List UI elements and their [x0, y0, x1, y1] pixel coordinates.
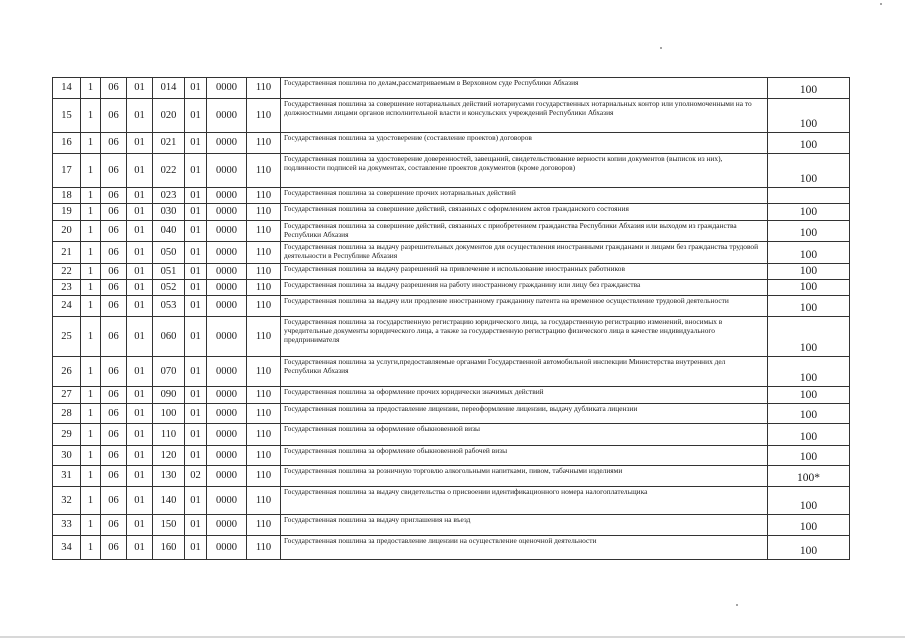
code-part-6: 0000: [207, 536, 247, 560]
code-part-1: 1: [81, 357, 101, 387]
code-part-3: 01: [127, 536, 153, 560]
code-part-6: 0000: [207, 487, 247, 515]
code-part-3: 01: [127, 466, 153, 487]
code-part-4: 060: [153, 317, 185, 357]
fee-amount: [768, 188, 850, 204]
fee-description: Государственная пошлина за предоставление лицензии, переоформление лицензии, выдачу дубликата лицензии: [281, 404, 768, 424]
code-part-3: 01: [127, 357, 153, 387]
code-part-7: 110: [247, 280, 281, 296]
code-part-3: 01: [127, 387, 153, 404]
code-part-2: 06: [101, 317, 127, 357]
table-row: [53, 446, 850, 466]
code-part-3: 01: [127, 188, 153, 204]
code-part-7: 110: [247, 154, 281, 188]
row-number: 18: [53, 188, 81, 204]
row-number: 24: [53, 296, 81, 317]
code-part-6: 0000: [207, 264, 247, 280]
fee-amount: 100: [768, 264, 850, 280]
code-part-3: 01: [127, 78, 153, 99]
code-part-5: 01: [185, 188, 207, 204]
scan-speck: [660, 47, 662, 49]
fee-description: Государственная пошлина за удостоверение доверенностей, завещаний, свидетельствование верности копии документов (выписок из них), подлинности подписей на документах, составление проектов документов (кроме договоров): [281, 154, 768, 188]
fee-description: Государственная пошлина за выдачу разрешения на работу иностранному гражданину или лицу без гражданства: [281, 280, 768, 296]
code-part-4: 100: [153, 404, 185, 424]
code-part-5: 01: [185, 78, 207, 99]
code-part-2: 06: [101, 154, 127, 188]
scan-speck: [880, 3, 882, 5]
code-part-7: 110: [247, 466, 281, 487]
fee-amount: 100: [768, 296, 850, 317]
code-part-4: 120: [153, 446, 185, 466]
code-part-6: 0000: [207, 317, 247, 357]
table-row: [53, 264, 850, 280]
fees-table: [52, 77, 850, 560]
code-part-1: 1: [81, 446, 101, 466]
code-part-1: 1: [81, 221, 101, 242]
row-number: 26: [53, 357, 81, 387]
table-row: [53, 99, 850, 133]
row-number: 22: [53, 264, 81, 280]
code-part-7: 110: [247, 487, 281, 515]
code-part-3: 01: [127, 154, 153, 188]
code-part-4: 160: [153, 536, 185, 560]
code-part-3: 01: [127, 487, 153, 515]
table-row: [53, 357, 850, 387]
code-part-1: 1: [81, 515, 101, 536]
code-part-2: 06: [101, 536, 127, 560]
table-row: [53, 487, 850, 515]
fee-amount: 100: [768, 204, 850, 221]
table-row: [53, 317, 850, 357]
code-part-2: 06: [101, 404, 127, 424]
scan-speck: [736, 604, 738, 606]
row-number: 19: [53, 204, 81, 221]
code-part-6: 0000: [207, 424, 247, 446]
code-part-4: 090: [153, 387, 185, 404]
code-part-2: 06: [101, 357, 127, 387]
fee-description: Государственная пошлина за совершение действий, связанных с приобретением гражданства Республики Абхазия или выходом из гражданства Республики Абхазия: [281, 221, 768, 242]
code-part-5: 01: [185, 515, 207, 536]
code-part-3: 01: [127, 317, 153, 357]
code-part-7: 110: [247, 424, 281, 446]
code-part-4: 040: [153, 221, 185, 242]
code-part-7: 110: [247, 317, 281, 357]
row-number: 27: [53, 387, 81, 404]
code-part-7: 110: [247, 515, 281, 536]
code-part-1: 1: [81, 154, 101, 188]
code-part-2: 06: [101, 78, 127, 99]
code-part-3: 01: [127, 204, 153, 221]
row-number: 29: [53, 424, 81, 446]
row-number: 34: [53, 536, 81, 560]
code-part-2: 06: [101, 221, 127, 242]
code-part-2: 06: [101, 133, 127, 154]
code-part-1: 1: [81, 264, 101, 280]
code-part-3: 01: [127, 133, 153, 154]
code-part-2: 06: [101, 487, 127, 515]
fee-description: Государственная пошлина за предоставление лицензии на осуществление оценочной деятельности: [281, 536, 768, 560]
code-part-3: 01: [127, 515, 153, 536]
code-part-4: 050: [153, 242, 185, 264]
fee-amount: 100: [768, 357, 850, 387]
code-part-7: 110: [247, 264, 281, 280]
table-row: [53, 78, 850, 99]
code-part-3: 01: [127, 99, 153, 133]
code-part-7: 110: [247, 536, 281, 560]
code-part-6: 0000: [207, 296, 247, 317]
code-part-7: 110: [247, 133, 281, 154]
code-part-5: 01: [185, 296, 207, 317]
row-number: 14: [53, 78, 81, 99]
table-row: [53, 404, 850, 424]
table-row: [53, 221, 850, 242]
fee-description: Государственная пошлина за выдачу приглашения на въезд: [281, 515, 768, 536]
row-number: 32: [53, 487, 81, 515]
code-part-6: 0000: [207, 515, 247, 536]
code-part-3: 01: [127, 242, 153, 264]
fee-description: Государственная пошлина за розничную торговлю алкогольными напитками, пивом, табачными изделиями: [281, 466, 768, 487]
table-row: [53, 424, 850, 446]
code-part-1: 1: [81, 280, 101, 296]
fee-description: Государственная пошлина за оформление обыкновенной визы: [281, 424, 768, 446]
table-row: [53, 188, 850, 204]
code-part-6: 0000: [207, 280, 247, 296]
code-part-6: 0000: [207, 466, 247, 487]
code-part-6: 0000: [207, 99, 247, 133]
fee-amount: 100: [768, 133, 850, 154]
fee-amount: 100: [768, 536, 850, 560]
table-row: [53, 536, 850, 560]
row-number: 25: [53, 317, 81, 357]
fee-amount: 100: [768, 242, 850, 264]
code-part-3: 01: [127, 264, 153, 280]
code-part-2: 06: [101, 424, 127, 446]
code-part-5: 01: [185, 387, 207, 404]
fee-amount: 100: [768, 515, 850, 536]
code-part-2: 06: [101, 515, 127, 536]
code-part-5: 01: [185, 487, 207, 515]
fee-description: Государственная пошлина за выдачу свидетельства о присвоении идентификационного номера налогоплательщика: [281, 487, 768, 515]
code-part-3: 01: [127, 446, 153, 466]
code-part-6: 0000: [207, 133, 247, 154]
fee-description: Государственная пошлина за удостоверение (составление проектов) договоров: [281, 133, 768, 154]
code-part-6: 0000: [207, 242, 247, 264]
row-number: 23: [53, 280, 81, 296]
code-part-5: 01: [185, 536, 207, 560]
code-part-1: 1: [81, 387, 101, 404]
fee-description: Государственная пошлина за выдачу или продление иностранному гражданину патента на временное осуществление трудовой деятельности: [281, 296, 768, 317]
fee-amount: 100: [768, 78, 850, 99]
code-part-7: 110: [247, 99, 281, 133]
code-part-1: 1: [81, 317, 101, 357]
table-row: [53, 154, 850, 188]
code-part-4: 140: [153, 487, 185, 515]
code-part-5: 01: [185, 357, 207, 387]
code-part-5: 02: [185, 466, 207, 487]
code-part-2: 06: [101, 446, 127, 466]
code-part-1: 1: [81, 188, 101, 204]
code-part-1: 1: [81, 487, 101, 515]
code-part-5: 01: [185, 133, 207, 154]
table-row: [53, 296, 850, 317]
code-part-3: 01: [127, 404, 153, 424]
code-part-4: 030: [153, 204, 185, 221]
code-part-6: 0000: [207, 357, 247, 387]
code-part-2: 06: [101, 280, 127, 296]
table-row: [53, 242, 850, 264]
code-part-2: 06: [101, 204, 127, 221]
code-part-1: 1: [81, 404, 101, 424]
fee-amount: 100: [768, 387, 850, 404]
code-part-6: 0000: [207, 188, 247, 204]
code-part-2: 06: [101, 466, 127, 487]
fee-description: Государственная пошлина за совершение прочих нотариальных действий: [281, 188, 768, 204]
code-part-5: 01: [185, 446, 207, 466]
row-number: 31: [53, 466, 81, 487]
code-part-5: 01: [185, 204, 207, 221]
row-number: 21: [53, 242, 81, 264]
fee-amount: 100: [768, 424, 850, 446]
code-part-4: 130: [153, 466, 185, 487]
code-part-5: 01: [185, 242, 207, 264]
row-number: 15: [53, 99, 81, 133]
fee-description: Государственная пошлина за оформление обыкновенной рабочей визы: [281, 446, 768, 466]
code-part-3: 01: [127, 221, 153, 242]
fee-amount: 100: [768, 404, 850, 424]
table-row: [53, 133, 850, 154]
fee-amount: 100: [768, 487, 850, 515]
fee-description: Государственная пошлина по делам,рассматриваемым в Верховном суде Республики Абхазия: [281, 78, 768, 99]
code-part-1: 1: [81, 99, 101, 133]
code-part-6: 0000: [207, 446, 247, 466]
code-part-7: 110: [247, 404, 281, 424]
table-row: [53, 466, 850, 487]
code-part-1: 1: [81, 424, 101, 446]
fee-amount: 100*: [768, 466, 850, 487]
code-part-4: 020: [153, 99, 185, 133]
fee-amount: 100: [768, 99, 850, 133]
code-part-2: 06: [101, 387, 127, 404]
row-number: 28: [53, 404, 81, 424]
fee-description: Государственная пошлина за выдачу разрешительных документов для осуществления иностранными гражданами и лицами без гражданства трудовой деятельности в Республике Абхазия: [281, 242, 768, 264]
table-body: [53, 78, 850, 560]
code-part-1: 1: [81, 466, 101, 487]
code-part-7: 110: [247, 296, 281, 317]
fee-amount: 100: [768, 280, 850, 296]
fee-description: Государственная пошлина за совершение нотариальных действий нотариусами государственных нотариальных контор или уполномоченными на то должностными лицами органов исполнительной власти и консульских учреждений Республики Абхазия: [281, 99, 768, 133]
row-number: 16: [53, 133, 81, 154]
fee-description: Государственная пошлина за оформление прочих юридически значимых действий: [281, 387, 768, 404]
code-part-5: 01: [185, 221, 207, 242]
code-part-4: 022: [153, 154, 185, 188]
code-part-2: 06: [101, 296, 127, 317]
code-part-4: 110: [153, 424, 185, 446]
code-part-6: 0000: [207, 204, 247, 221]
fee-description: Государственная пошлина за государственную регистрацию юридического лица, за государственную регистрацию изменений, вносимых в учредительные документы юридического лица, а также за государственную регистрацию физического лица в качестве индивидуального предпринимателя: [281, 317, 768, 357]
fee-description: Государственная пошлина за услуги,предоставляемые органами Государственной автомобильной инспекции Министерства внутренних дел Республики Абхазия: [281, 357, 768, 387]
code-part-4: 053: [153, 296, 185, 317]
code-part-1: 1: [81, 242, 101, 264]
row-number: 17: [53, 154, 81, 188]
code-part-1: 1: [81, 133, 101, 154]
code-part-3: 01: [127, 424, 153, 446]
table-row: [53, 280, 850, 296]
code-part-2: 06: [101, 242, 127, 264]
code-part-6: 0000: [207, 387, 247, 404]
code-part-5: 01: [185, 154, 207, 188]
row-number: 30: [53, 446, 81, 466]
table-row: [53, 515, 850, 536]
code-part-7: 110: [247, 387, 281, 404]
code-part-7: 110: [247, 204, 281, 221]
code-part-5: 01: [185, 99, 207, 133]
code-part-5: 01: [185, 424, 207, 446]
code-part-3: 01: [127, 296, 153, 317]
code-part-7: 110: [247, 221, 281, 242]
code-part-4: 052: [153, 280, 185, 296]
code-part-5: 01: [185, 404, 207, 424]
code-part-6: 0000: [207, 78, 247, 99]
code-part-4: 070: [153, 357, 185, 387]
code-part-1: 1: [81, 204, 101, 221]
code-part-4: 014: [153, 78, 185, 99]
fee-amount: 100: [768, 317, 850, 357]
code-part-5: 01: [185, 264, 207, 280]
code-part-7: 110: [247, 188, 281, 204]
table-row: [53, 387, 850, 404]
code-part-4: 051: [153, 264, 185, 280]
code-part-1: 1: [81, 296, 101, 317]
code-part-5: 01: [185, 280, 207, 296]
code-part-4: 021: [153, 133, 185, 154]
code-part-1: 1: [81, 536, 101, 560]
code-part-1: 1: [81, 78, 101, 99]
code-part-7: 110: [247, 242, 281, 264]
row-number: 33: [53, 515, 81, 536]
fee-amount: 100: [768, 221, 850, 242]
code-part-2: 06: [101, 264, 127, 280]
code-part-6: 0000: [207, 154, 247, 188]
fee-amount: 100: [768, 446, 850, 466]
fee-description: Государственная пошлина за совершение действий, связанных с оформлением актов гражданского состояния: [281, 204, 768, 221]
code-part-2: 06: [101, 99, 127, 133]
fee-amount: 100: [768, 154, 850, 188]
code-part-5: 01: [185, 317, 207, 357]
scan-edge: [0, 636, 905, 638]
code-part-4: 023: [153, 188, 185, 204]
fee-description: Государственная пошлина за выдачу разрешений на привлечение и использование иностранных работников: [281, 264, 768, 280]
code-part-6: 0000: [207, 221, 247, 242]
code-part-4: 150: [153, 515, 185, 536]
table-row: [53, 204, 850, 221]
row-number: 20: [53, 221, 81, 242]
code-part-6: 0000: [207, 404, 247, 424]
code-part-7: 110: [247, 78, 281, 99]
code-part-3: 01: [127, 280, 153, 296]
code-part-7: 110: [247, 357, 281, 387]
code-part-7: 110: [247, 446, 281, 466]
code-part-2: 06: [101, 188, 127, 204]
